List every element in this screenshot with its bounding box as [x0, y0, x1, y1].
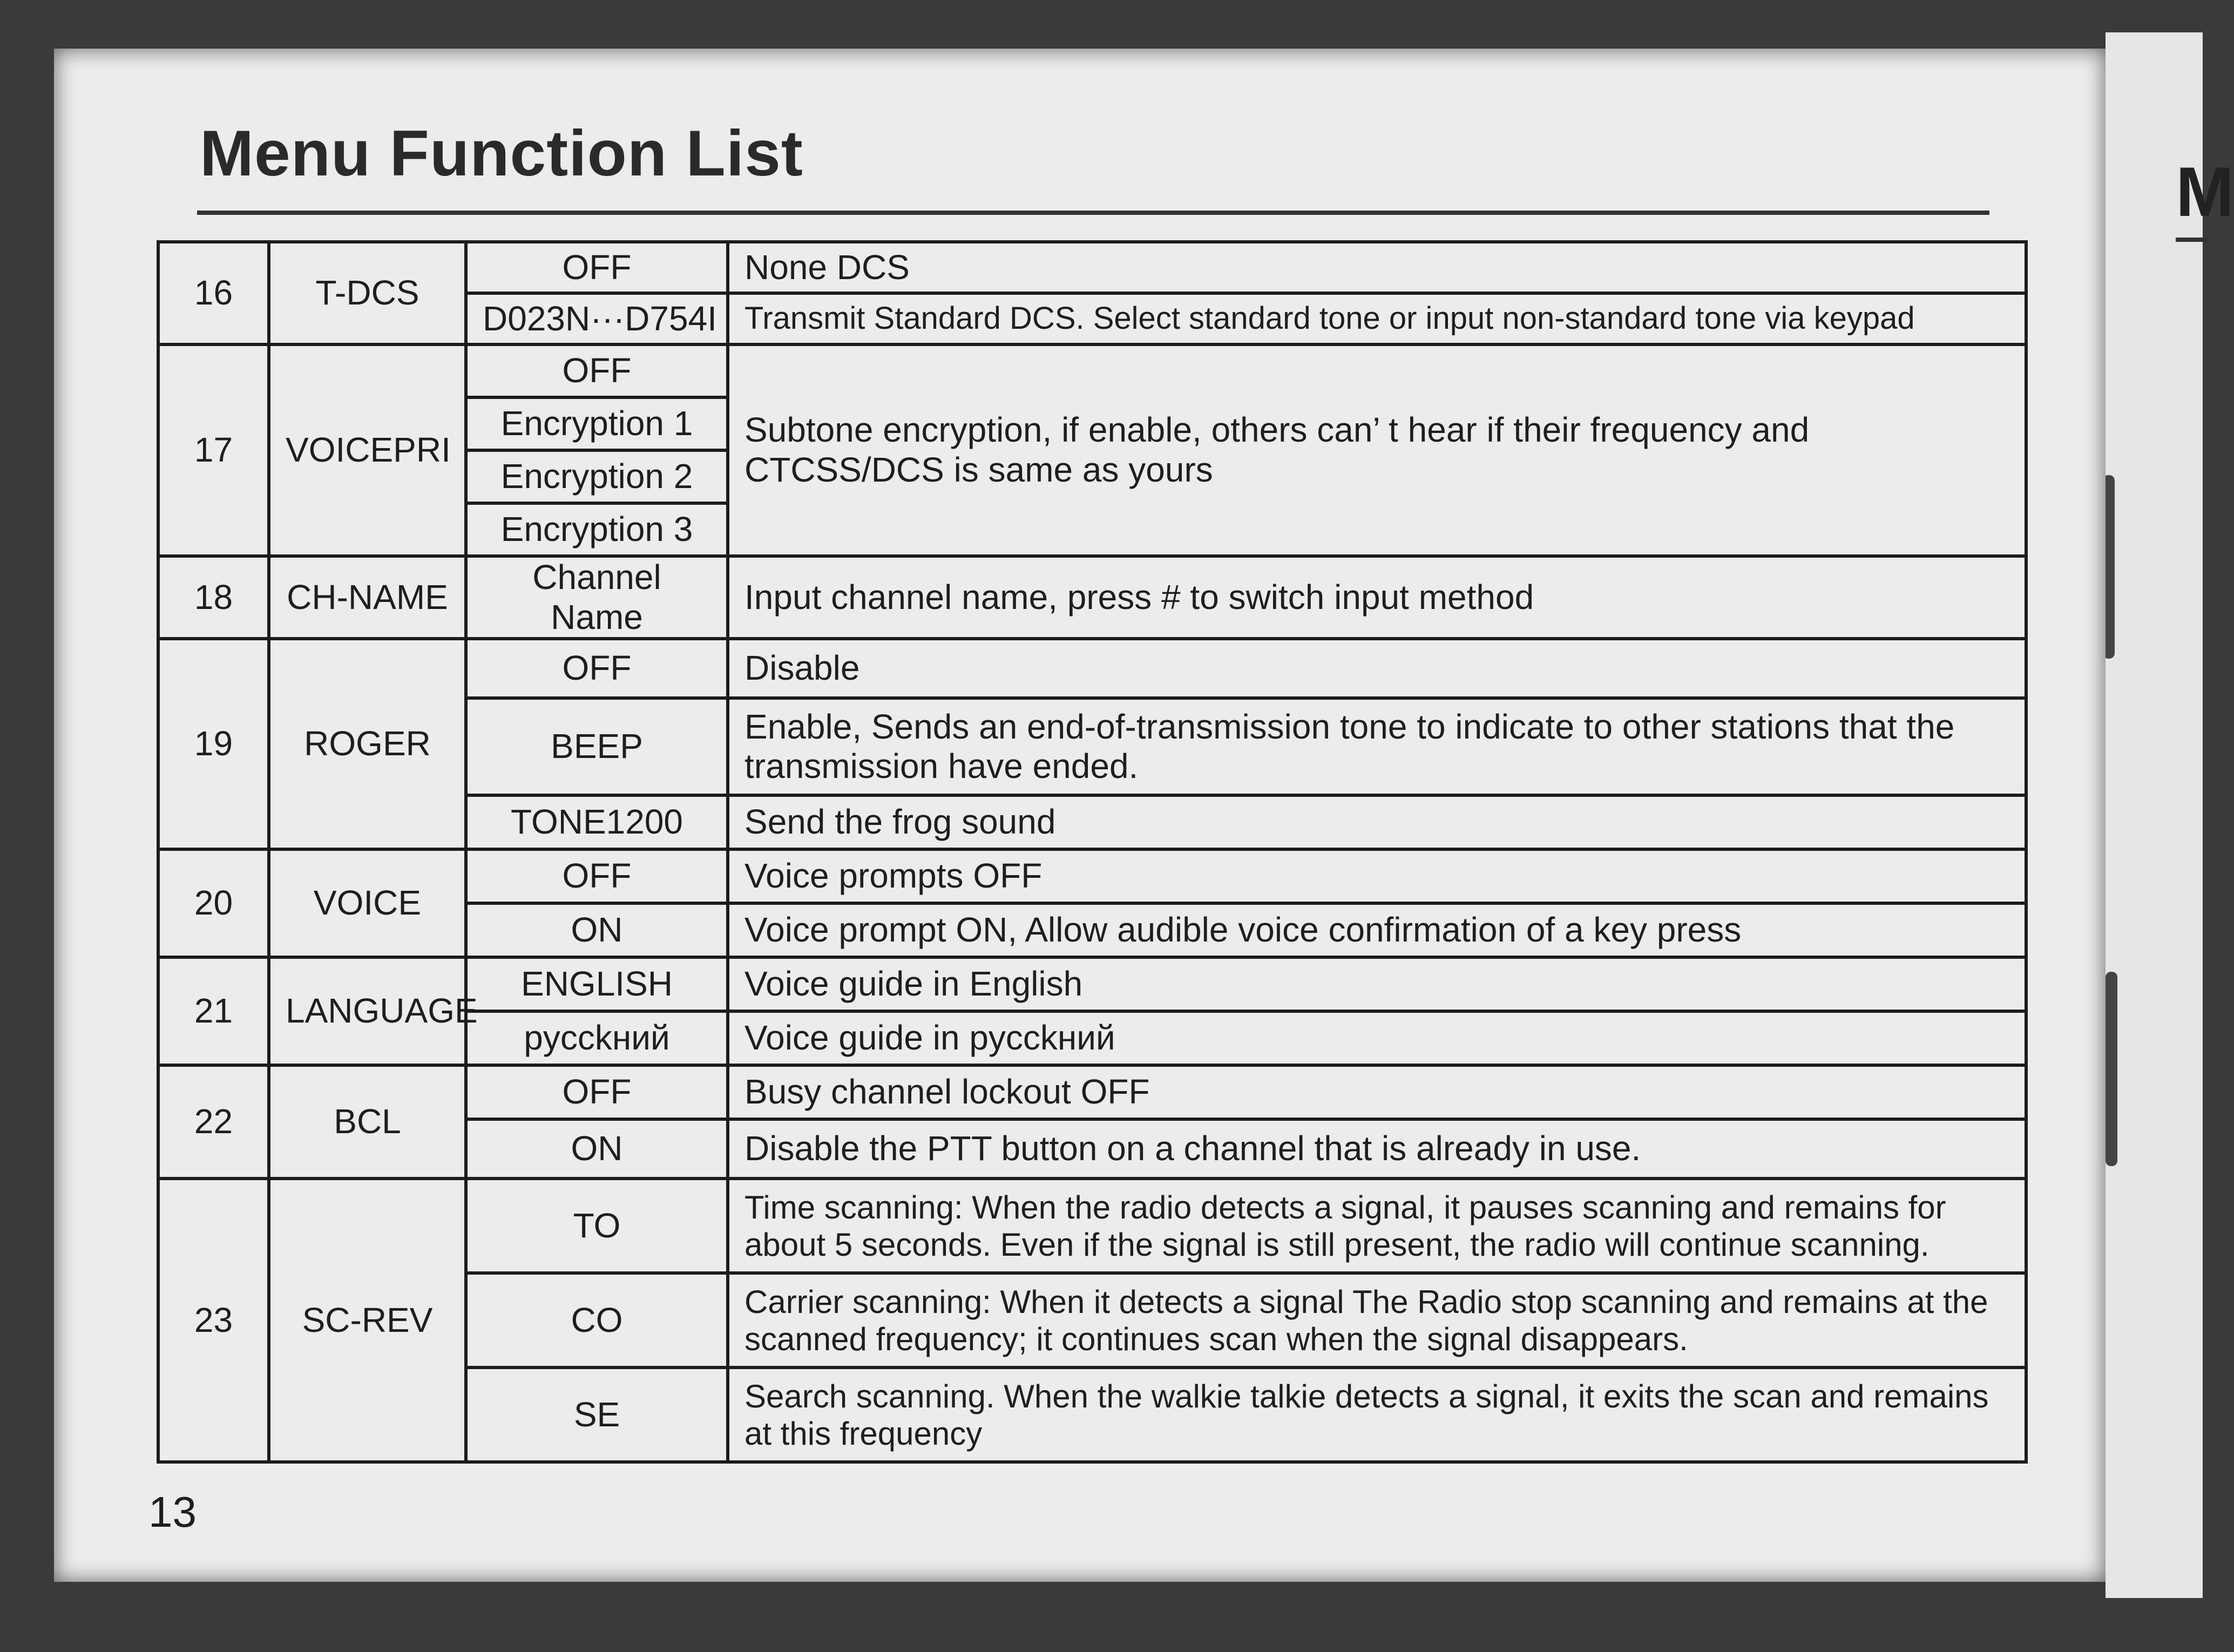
- title-underline: [197, 211, 1989, 215]
- option-description: Subtone encryption, if enable, others can’ t hear if their frequency and CTCSS/DCS is same as yours: [728, 344, 2026, 556]
- option-value: ENGLISH: [466, 957, 728, 1011]
- menu-number: 19: [158, 639, 269, 849]
- option-value: OFF: [466, 344, 728, 397]
- menu-number: 21: [158, 957, 269, 1065]
- table-row: [158, 242, 2026, 293]
- page-title: Menu Function List: [200, 117, 803, 189]
- option-value: pycckний: [466, 1011, 728, 1065]
- option-value: ON: [466, 903, 728, 957]
- option-description: Input channel name, press # to switch input method: [728, 556, 2026, 639]
- menu-name: VOICEPRI: [269, 344, 466, 556]
- option-value: OFF: [466, 849, 728, 903]
- option-value: Channel Name: [466, 556, 728, 639]
- option-description: Carrier scanning: When it detects a signal The Radio stop scanning and remains at the scanned frequency; it continues scan when the signal disappears.: [728, 1273, 2026, 1367]
- option-value: D023N···D754I: [466, 293, 728, 344]
- page-number: 13: [148, 1488, 197, 1536]
- table-row: [158, 344, 2026, 397]
- option-value: TONE1200: [466, 795, 728, 849]
- option-value: BEEP: [466, 698, 728, 795]
- option-value: OFF: [466, 1065, 728, 1119]
- option-description: Enable, Sends an end-of-transmission tone to indicate to other stations that the transmission have ended.: [728, 698, 2026, 795]
- menu-number: 20: [158, 849, 269, 957]
- option-description: Transmit Standard DCS. Select standard tone or input non-standard tone via keypad: [728, 293, 2026, 344]
- menu-name: CH-NAME: [269, 556, 466, 639]
- table-row: [158, 849, 2026, 903]
- menu-name: VOICE: [269, 849, 466, 957]
- binding-staple: [2106, 972, 2117, 1166]
- option-description: Voice guide in English: [728, 957, 2026, 1011]
- option-value: ON: [466, 1119, 728, 1179]
- option-description: None DCS: [728, 242, 2026, 293]
- option-value: Encryption 2: [466, 450, 728, 503]
- option-description: Search scanning. When the walkie talkie detects a signal, it exits the scan and remains at this frequency: [728, 1367, 2026, 1462]
- option-value: Encryption 1: [466, 397, 728, 450]
- option-value: TO: [466, 1179, 728, 1273]
- option-description: Time scanning: When the radio detects a signal, it pauses scanning and remains for about 5 seconds. Even if the signal is still present, the radio will continue scanning.: [728, 1179, 2026, 1273]
- option-description: Disable the PTT button on a channel that is already in use.: [728, 1119, 2026, 1179]
- table-row: [158, 1179, 2026, 1273]
- option-value: OFF: [466, 639, 728, 698]
- option-description: Send the frog sound: [728, 795, 2026, 849]
- menu-name: T-DCS: [269, 242, 466, 344]
- option-value: SE: [466, 1367, 728, 1462]
- menu-number: 18: [158, 556, 269, 639]
- facing-page: [2106, 32, 2203, 1598]
- table-row: [158, 1065, 2026, 1119]
- menu-name: SC-REV: [269, 1179, 466, 1462]
- menu-name: BCL: [269, 1065, 466, 1179]
- menu-function-table: [157, 240, 2028, 1464]
- facing-page-heading-letter: M: [2176, 152, 2234, 231]
- option-value: Encryption 3: [466, 503, 728, 556]
- menu-name: LANGUAGE: [269, 957, 466, 1065]
- menu-number: 17: [158, 344, 269, 556]
- menu-number: 22: [158, 1065, 269, 1179]
- option-description: Voice prompts OFF: [728, 849, 2026, 903]
- option-description: Disable: [728, 639, 2026, 698]
- menu-number: 23: [158, 1179, 269, 1462]
- option-value: CO: [466, 1273, 728, 1367]
- menu-name: ROGER: [269, 639, 466, 849]
- option-description: Voice prompt ON, Allow audible voice confirmation of a key press: [728, 903, 2026, 957]
- table-row: [158, 639, 2026, 698]
- table-row: [158, 957, 2026, 1011]
- option-value: OFF: [466, 242, 728, 293]
- menu-number: 16: [158, 242, 269, 344]
- option-description: Busy channel lockout OFF: [728, 1065, 2026, 1119]
- table-row: [158, 556, 2026, 639]
- option-description: Voice guide in pycckний: [728, 1011, 2026, 1065]
- facing-page-rule: [2176, 238, 2208, 242]
